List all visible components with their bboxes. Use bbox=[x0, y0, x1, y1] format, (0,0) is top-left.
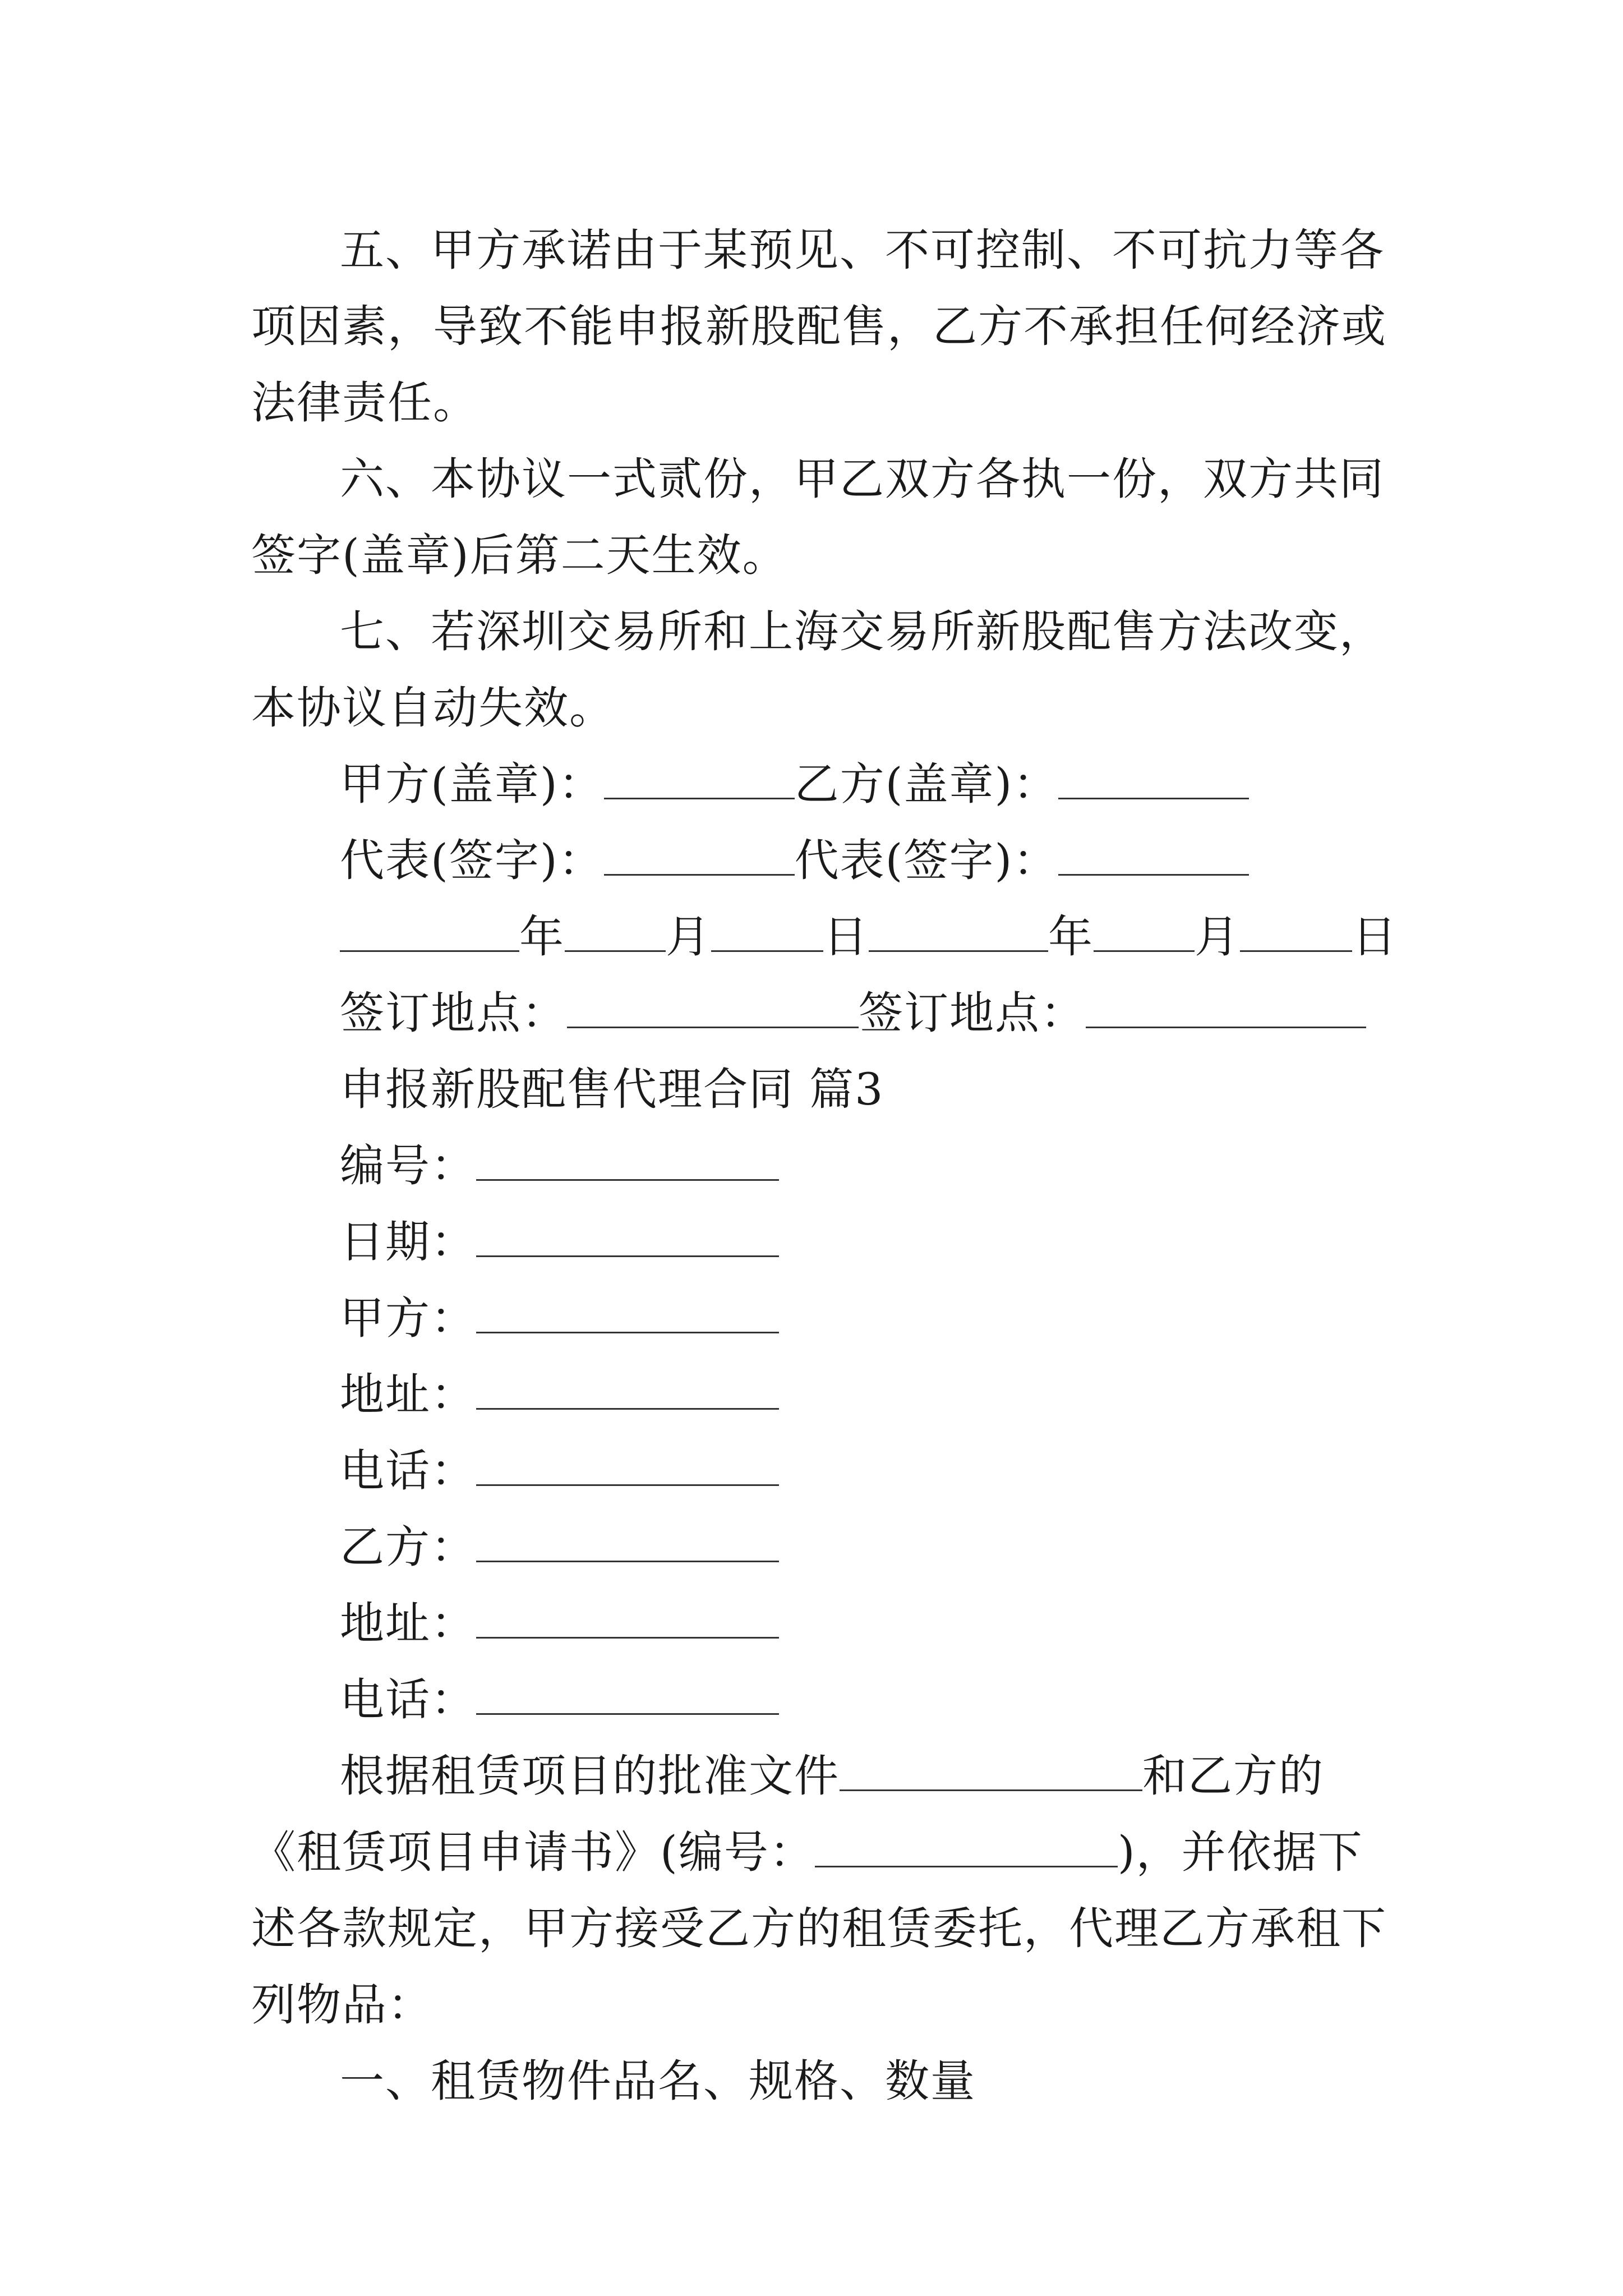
intro-part3: )，并依据下述各款规定，甲方接受乙方的租赁委托，代理乙方承租下列物品： bbox=[251, 1826, 1387, 2031]
year-b-label: 年 bbox=[1048, 911, 1094, 963]
field-party-a bbox=[251, 1280, 1390, 1356]
field-phone-b-blank bbox=[476, 1674, 779, 1715]
field-phone-b-label: 电话： bbox=[340, 1674, 476, 1726]
field-address-a bbox=[251, 1356, 1390, 1433]
year-a-label: 年 bbox=[519, 911, 565, 963]
seal-line bbox=[251, 746, 1390, 822]
month-b-blank bbox=[1094, 911, 1195, 952]
field-date-label: 日期： bbox=[340, 1216, 476, 1268]
field-address-b-label: 地址： bbox=[340, 1598, 476, 1649]
party-a-seal-label: 甲方(盖章)： bbox=[340, 758, 604, 810]
year-b-blank bbox=[869, 911, 1048, 952]
field-phone-a bbox=[251, 1433, 1390, 1509]
place-a-label: 签订地点： bbox=[340, 987, 567, 1039]
document-page bbox=[251, 212, 1398, 2119]
day-b-blank bbox=[1240, 911, 1352, 952]
day-a-blank bbox=[711, 911, 823, 952]
place-line bbox=[251, 975, 1390, 1051]
representative-line bbox=[251, 822, 1390, 899]
approval-doc-blank bbox=[840, 1750, 1142, 1791]
field-number-label: 编号： bbox=[340, 1140, 476, 1191]
party-b-seal-blank bbox=[1058, 758, 1249, 799]
field-phone-a-blank bbox=[476, 1445, 779, 1486]
intro-part1: 根据租赁项目的批准文件 bbox=[340, 1750, 840, 1802]
field-address-b-blank bbox=[476, 1598, 779, 1639]
application-number-blank bbox=[815, 1826, 1118, 1867]
clause-six: 六、本协议一式贰份，甲乙双方各执一份，双方共同签字(盖章)后第二天生效。 bbox=[251, 453, 1385, 581]
place-b-label: 签订地点： bbox=[859, 987, 1086, 1039]
field-address-a-label: 地址： bbox=[340, 1369, 476, 1420]
field-number-blank bbox=[476, 1140, 779, 1181]
field-party-b-blank bbox=[476, 1521, 779, 1562]
date-line bbox=[251, 899, 1398, 975]
field-phone-b bbox=[251, 1662, 1390, 1738]
field-party-b bbox=[251, 1509, 1390, 1585]
clause-five: 五、甲方承诺由于某预见、不可控制、不可抗力等各项因素，导致不能申报新股配售，乙方不承担任何经济或法律责任。 bbox=[251, 224, 1387, 429]
field-address-a-blank bbox=[476, 1369, 779, 1410]
place-b-blank bbox=[1086, 987, 1366, 1028]
rep-b-blank bbox=[1058, 835, 1249, 876]
rep-a-label: 代表(签字)： bbox=[340, 835, 604, 886]
day-b-label: 日 bbox=[1352, 911, 1398, 963]
field-party-a-label: 甲方： bbox=[340, 1292, 476, 1344]
contract-title: 申报新股配售代理合同 篇3 bbox=[340, 1064, 884, 1115]
clause-seven: 七、若深圳交易所和上海交易所新股配售方法改变，本协议自动失效。 bbox=[251, 606, 1385, 734]
party-a-seal-blank bbox=[604, 758, 795, 799]
section-one-heading: 一、租赁物件品名、规格、数量 bbox=[340, 2055, 976, 2107]
rep-b-label: 代表(签字)： bbox=[794, 835, 1059, 886]
place-a-blank bbox=[567, 987, 859, 1028]
day-a-label: 日 bbox=[823, 911, 869, 963]
field-party-a-blank bbox=[476, 1292, 779, 1333]
month-b-label: 月 bbox=[1195, 911, 1240, 963]
field-date bbox=[251, 1204, 1390, 1280]
year-a-blank bbox=[340, 911, 519, 952]
party-b-seal-label: 乙方(盖章)： bbox=[794, 758, 1059, 810]
field-address-b bbox=[251, 1585, 1390, 1662]
field-number bbox=[251, 1128, 1390, 1204]
intro-paragraph bbox=[251, 1738, 1390, 2043]
month-a-label: 月 bbox=[666, 911, 711, 963]
field-date-blank bbox=[476, 1216, 779, 1257]
rep-a-blank bbox=[604, 835, 795, 876]
intro-part2: 和乙方的《租赁项目申请书》(编号： bbox=[251, 1750, 1324, 1878]
field-phone-a-label: 电话： bbox=[340, 1445, 476, 1497]
month-a-blank bbox=[565, 911, 666, 952]
field-party-b-label: 乙方： bbox=[340, 1521, 476, 1573]
